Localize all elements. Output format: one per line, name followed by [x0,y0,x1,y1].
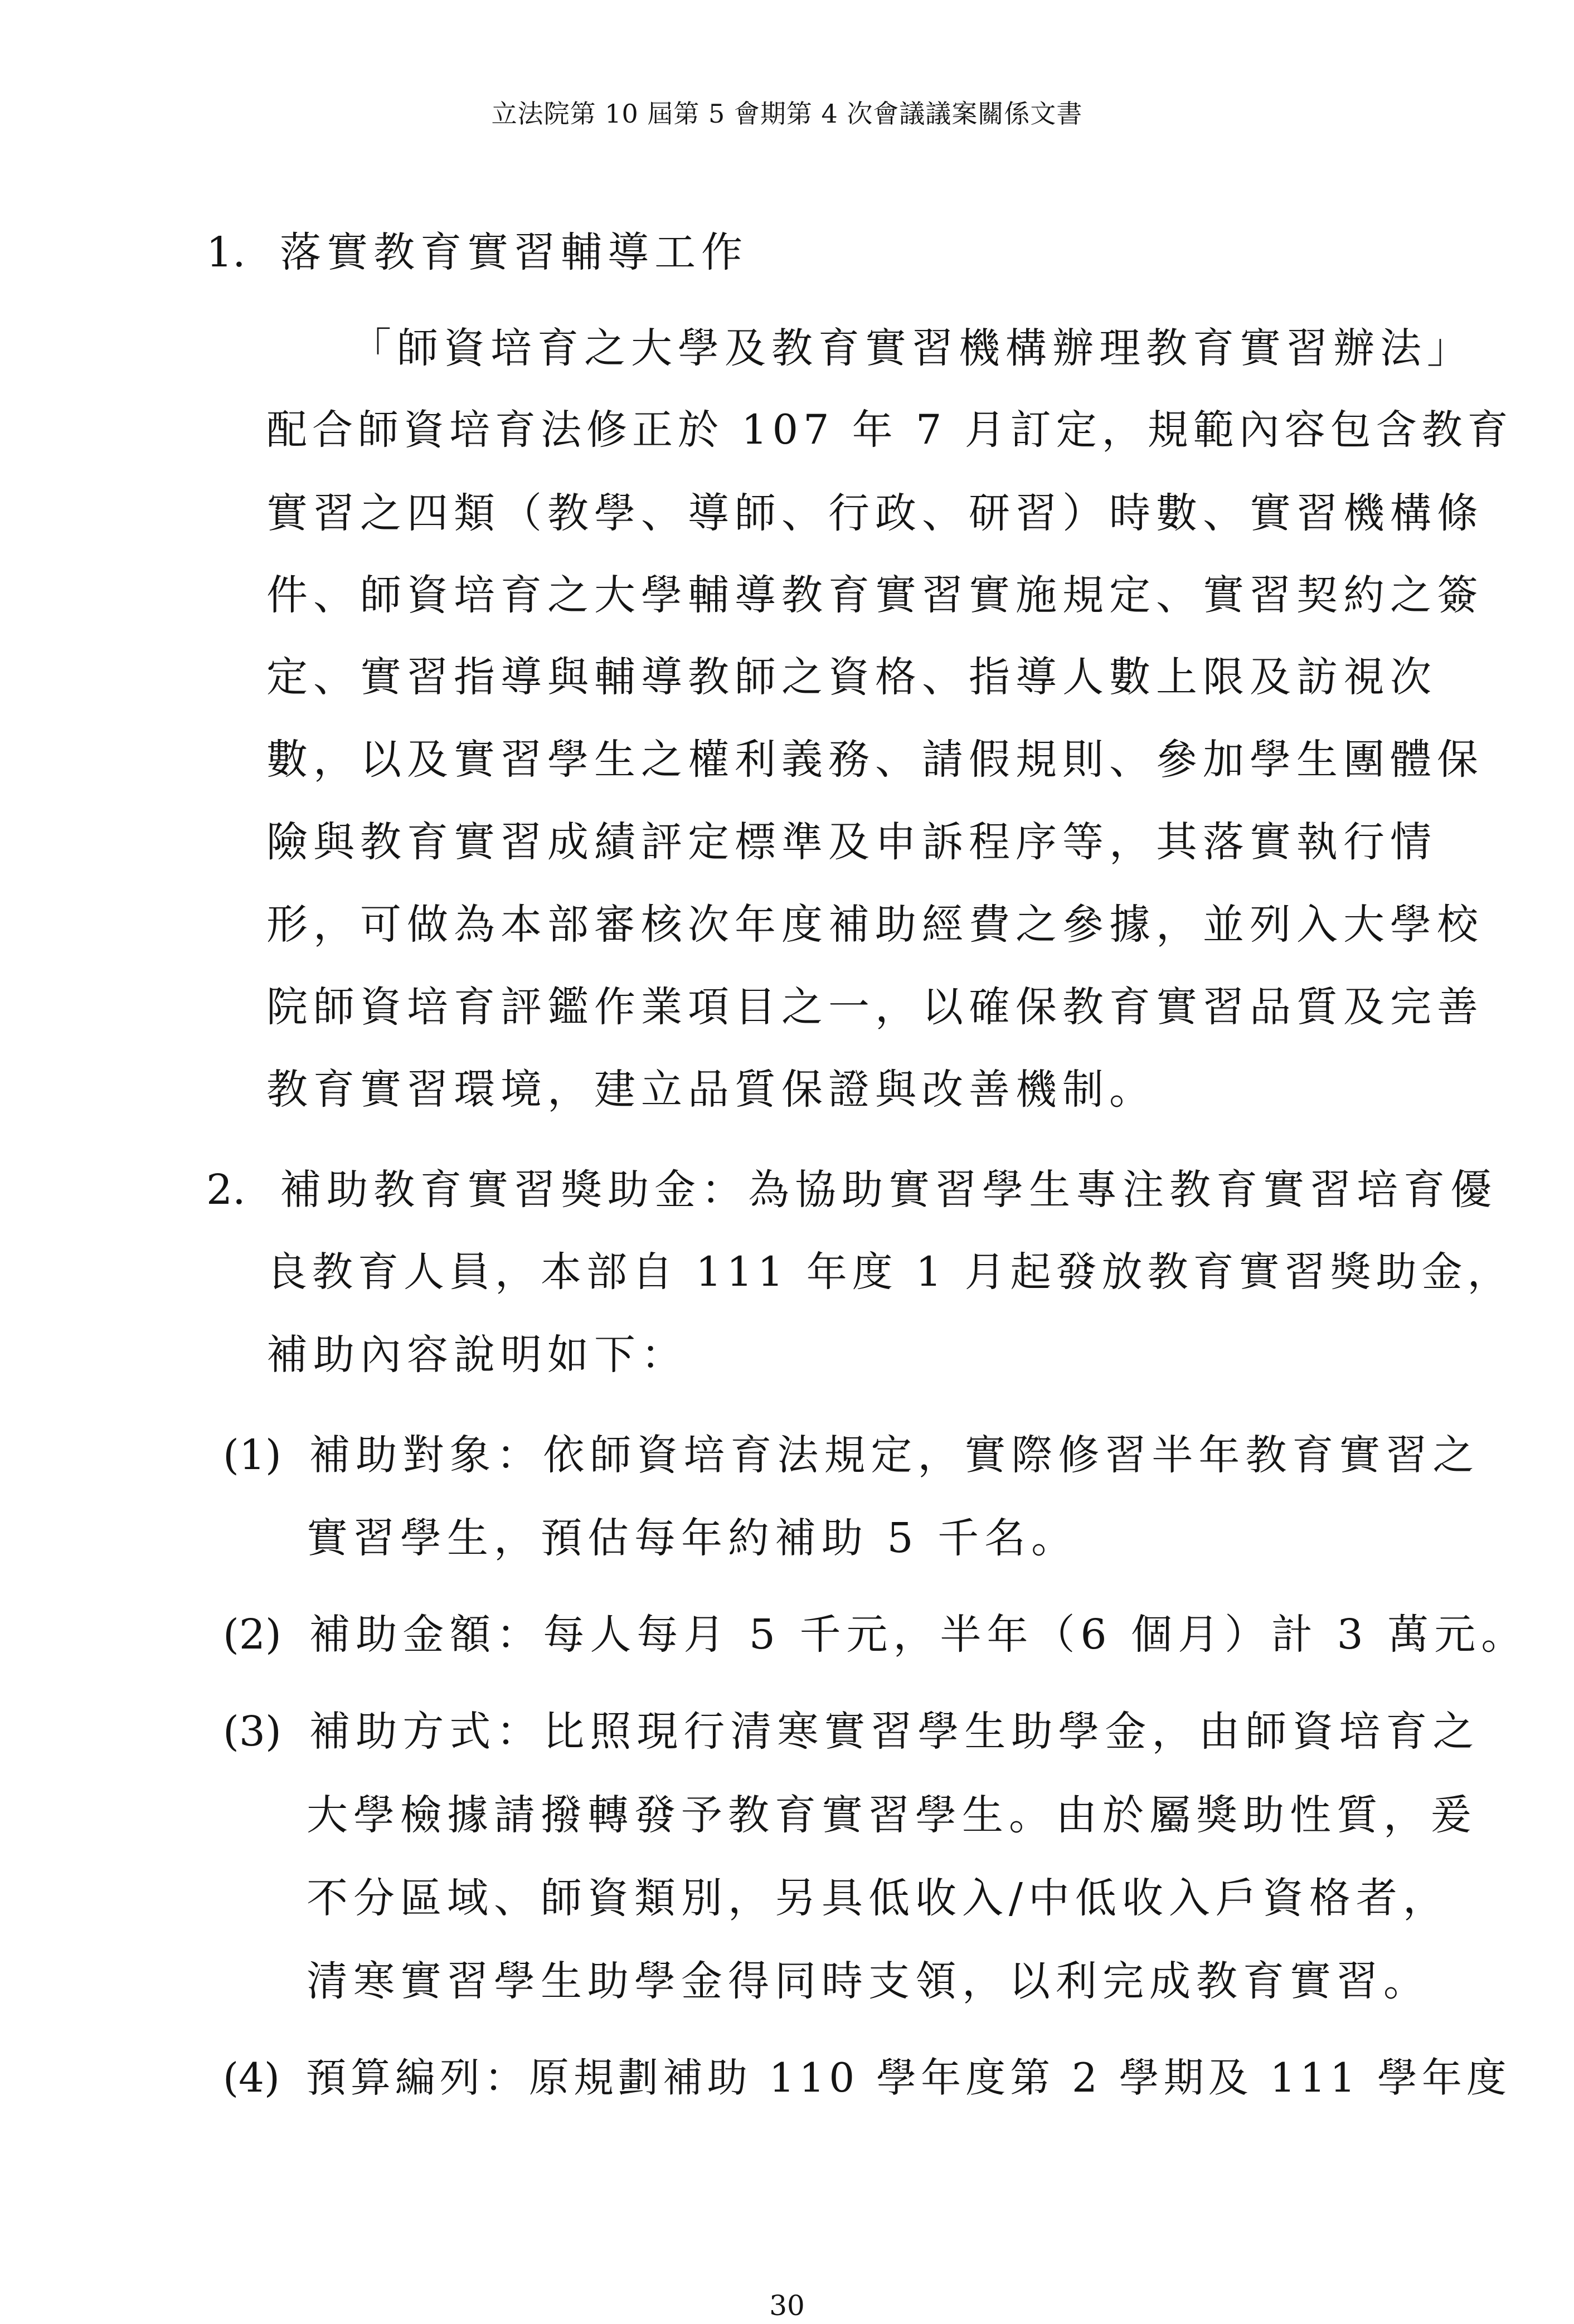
list-item-marker: (4) [223,2054,280,2101]
list-item-2 [223,1611,1528,1659]
section-2-intro-line: 良教育人員，本部自 111 年度 1 月起發放教育實習獎助金， [266,1248,1513,1296]
paragraph-line: 實習之四類（教學、導師、行政、研習）時數、實習機構條 [266,489,1484,537]
paragraph-line: 形，可做為本部審核次年度補助經費之參據，並列入大學校 [266,901,1484,949]
section-2-intro: 補助教育實習獎助金：為協助實習學生專注教育實習培育優 [280,1166,1498,1214]
section-2-number: 2. [206,1166,246,1214]
list-item-text: 清寒實習學生助學金得同時支領，以利完成教育實習。 [307,1957,1430,2005]
paragraph-line: 險與教育實習成績評定標準及申訴程序等，其落實執行情 [266,818,1437,866]
list-item-3 [223,1708,1480,1756]
list-item-marker: (3) [223,1708,281,1756]
document-header: 立法院第 10 屆第 5 會期第 4 次會議議案關係文書 [491,99,1083,129]
list-item-text: 大學檢據請撥轉發予教育實習學生。由於屬獎助性質，爰 [307,1791,1477,1839]
section-2-intro-line [206,1166,1498,1214]
paragraph-line: 教育實習環境，建立品質保證與改善機制。 [266,1066,1156,1114]
list-item-text: 補助方式：比照現行清寒實習學生助學金，由師資培育之 [309,1708,1480,1756]
list-item-text: 補助對象：依師資培育法規定，實際修習半年教育實習之 [309,1431,1480,1479]
list-item-text: 預算編列：原規劃補助 110 學年度第 2 學期及 111 學年度 [305,2054,1511,2101]
paragraph-line: 數，以及實習學生之權利義務、請假規則、參加學生團體保 [266,736,1484,784]
list-item-1 [223,1431,1480,1479]
section-2-intro-line: 補助內容說明如下： [266,1331,688,1379]
list-item-4 [223,2054,1511,2101]
section-1-heading-line [206,228,749,276]
paragraph-line: 「師資培育之大學及教育實習機構辦理教育實習辦法」 [350,324,1474,372]
list-item-marker: (1) [223,1431,281,1479]
paragraph-line: 件、師資培育之大學輔導教育實習實施規定、實習契約之簽 [266,571,1484,619]
section-1-heading: 落實教育實習輔導工作 [280,228,749,276]
paragraph-line: 院師資培育評鑑作業項目之一，以確保教育實習品質及完善 [266,983,1484,1031]
page-number: 30 [769,2289,805,2322]
paragraph-line: 配合師資培育法修正於 107 年 7 月訂定，規範內容包含教育 [266,406,1513,454]
list-item-marker: (2) [223,1611,281,1659]
list-item-text: 實習學生，預估每年約補助 5 千名。 [307,1514,1079,1562]
paragraph-line: 定、實習指導與輔導教師之資格、指導人數上限及訪視次 [266,653,1437,701]
list-item-text: 補助金額：每人每月 5 千元，半年（6 個月）計 3 萬元。 [309,1611,1528,1659]
list-item-text: 不分區域、師資類別，另具低收入/中低收入戶資格者， [307,1874,1450,1922]
section-1-number: 1. [206,228,246,276]
